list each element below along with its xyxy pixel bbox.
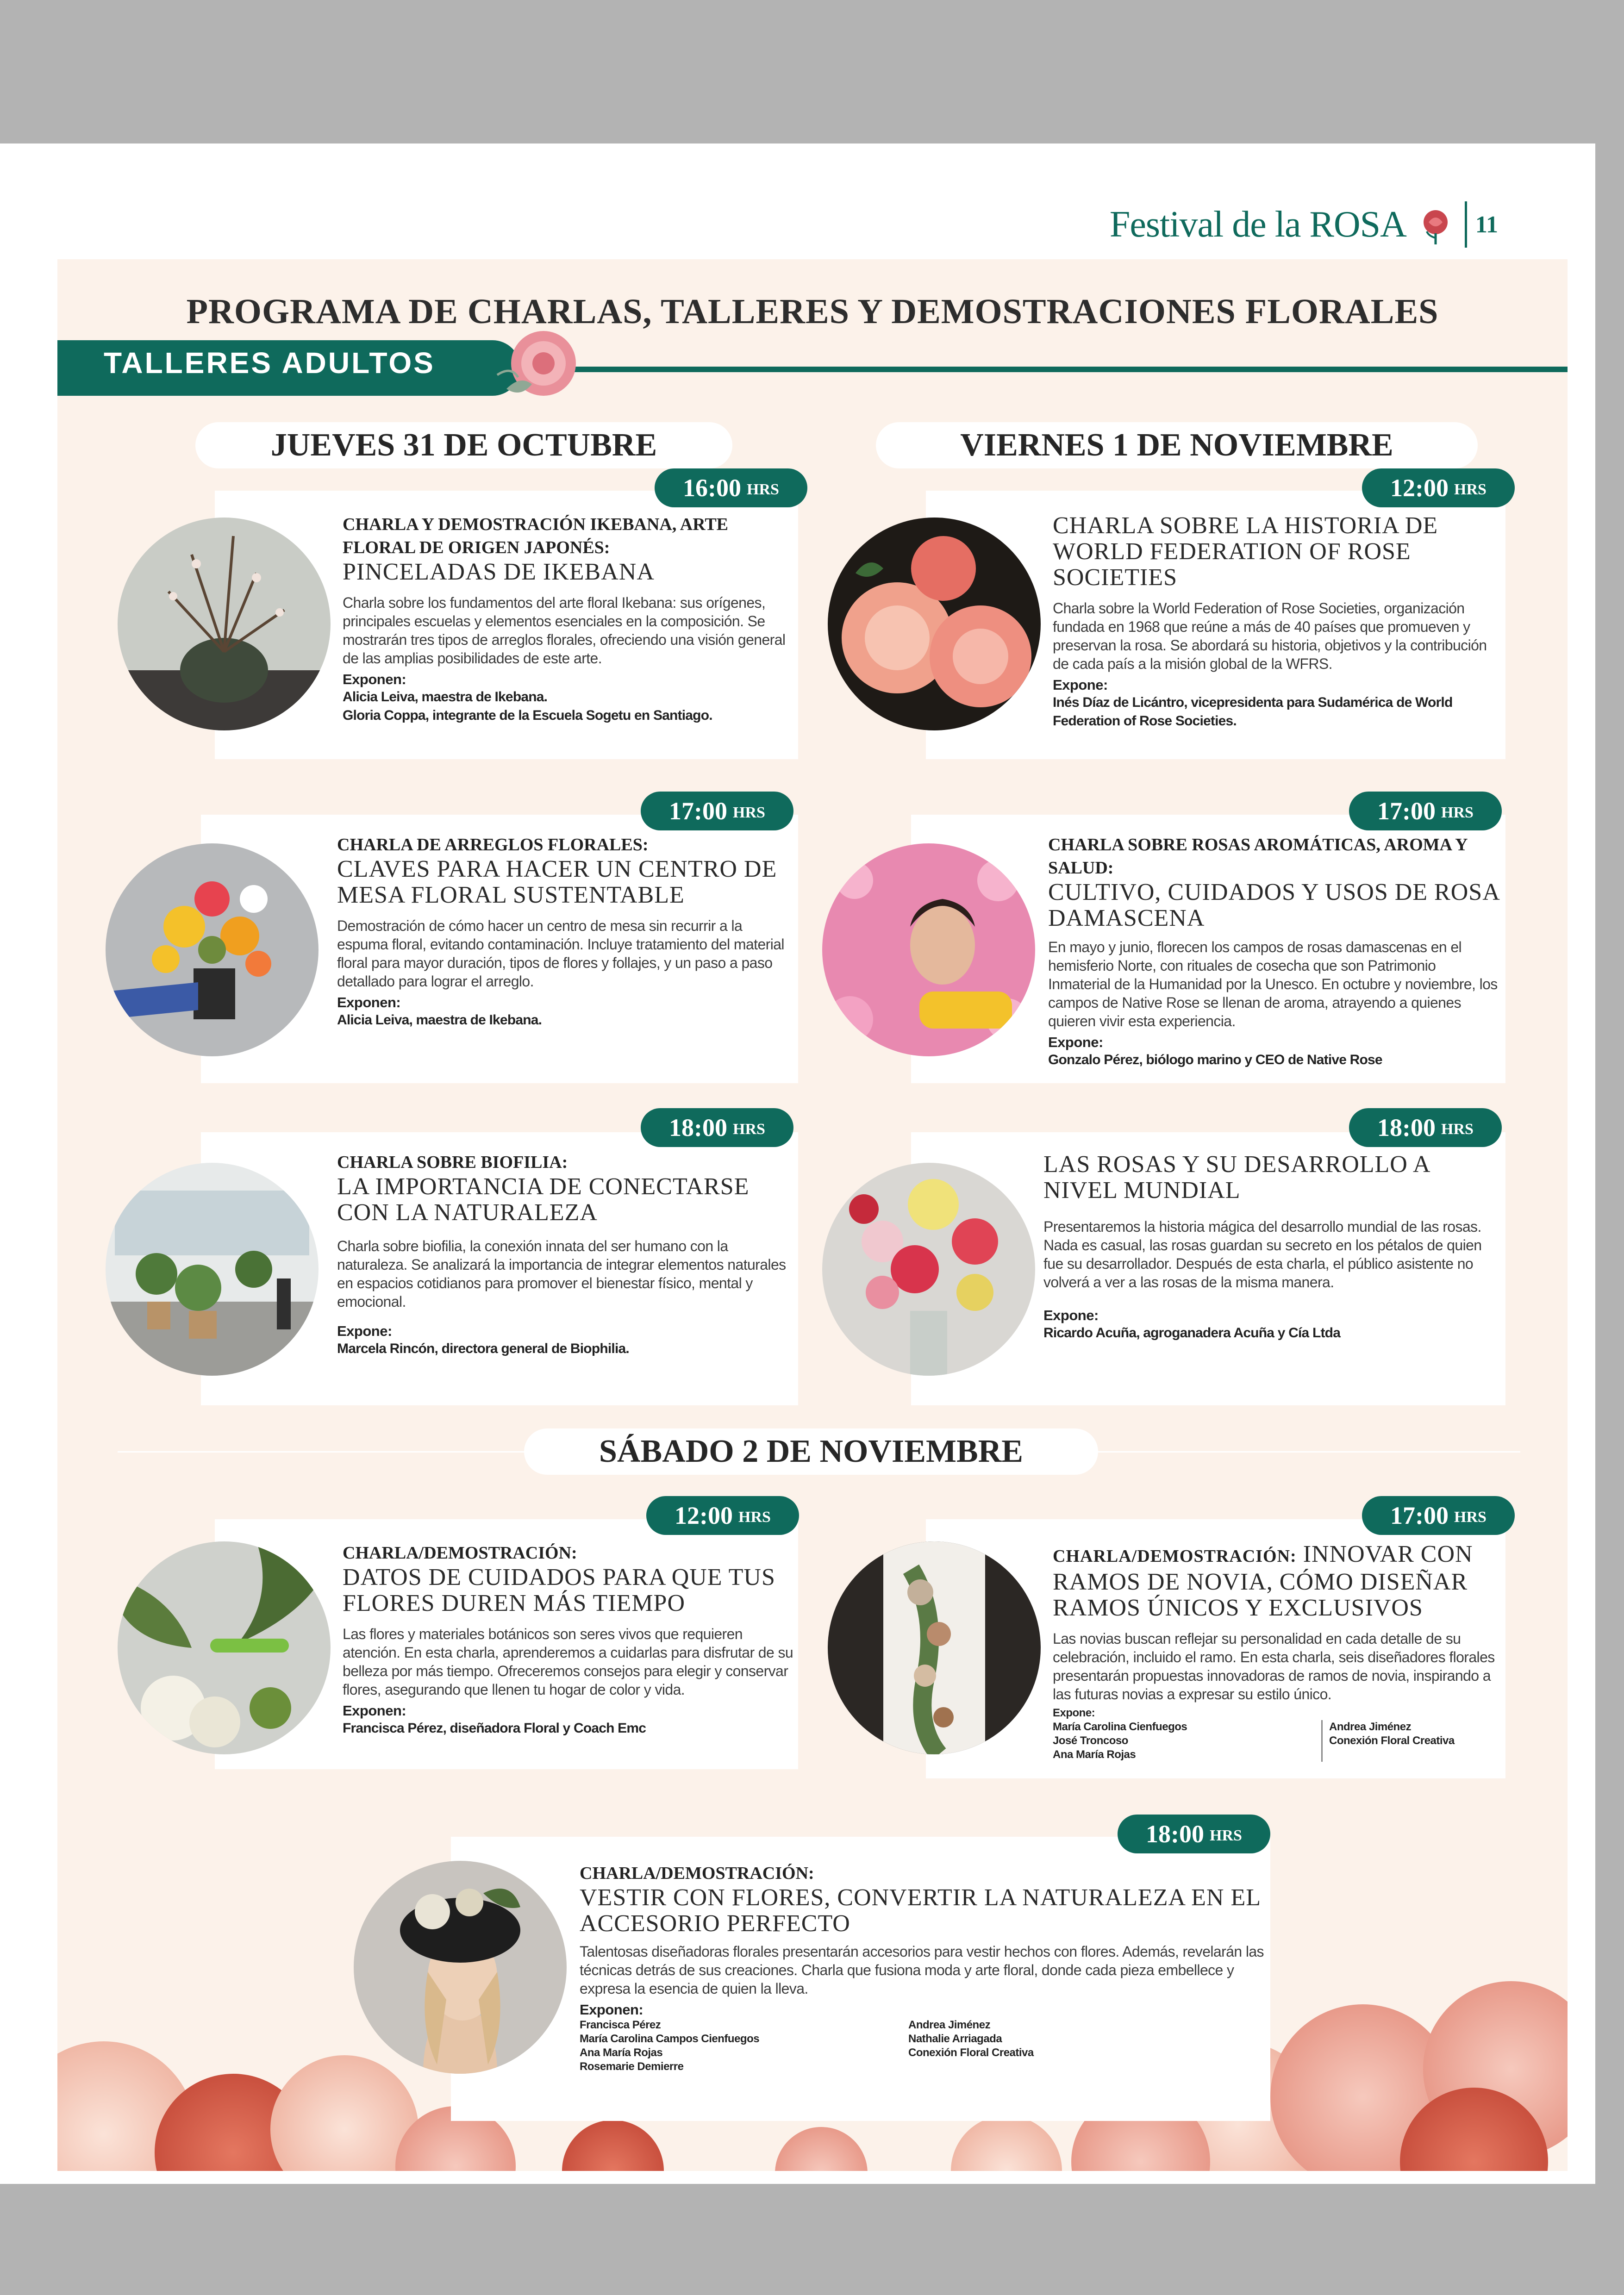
speakers-columns — [580, 2018, 1265, 2074]
session-description: Charla sobre biofilia, la conexión innata del ser humano con la naturaleza. Se analizará la importancia de integrar elementos naturales en espacios cotidianos para promover el bienestar físico, mental y emocional. — [337, 1238, 786, 1310]
session-kicker: CHARLA DE ARREGLOS FLORALES: — [337, 835, 649, 854]
session-body — [1043, 1152, 1502, 1342]
session-title: DATOS DE CUIDADOS PARA QUE TUS FLORES DUREN MÁS TIEMPO — [343, 1564, 775, 1616]
speaker: Conexión Floral Creativa — [1329, 1734, 1455, 1747]
session-body — [343, 1541, 796, 1738]
speaker: Alicia Leiva, maestra de Ikebana. — [337, 1012, 542, 1028]
time-badge: 16:00 HRS — [655, 468, 807, 507]
session-photo — [118, 1541, 331, 1754]
session-kicker: CHARLA Y DEMOSTRACIÓN IKEBANA, ARTE FLORAL DE ORIGEN JAPONÉS: — [343, 515, 729, 557]
brand-header — [1110, 197, 1498, 252]
pink-roses-photo-icon — [828, 518, 1041, 730]
time-badge: 17:00 HRS — [1362, 1496, 1515, 1535]
speaker: Ricardo Acuña, agroganadera Acuña y Cía Ltda — [1043, 1325, 1341, 1341]
session-kicker: CHARLA/DEMOSTRACIÓN: — [343, 1543, 577, 1563]
speakers-right — [1321, 1720, 1455, 1762]
speaker: Inés Díaz de Licántro, vicepresidenta para Sudamérica de World Federation of Rose Societies. — [1053, 695, 1453, 729]
ikebana-photo-icon — [118, 518, 331, 730]
section-rule — [530, 367, 1568, 372]
time-badge: 18:00 HRS — [1349, 1108, 1502, 1147]
session-photo — [106, 1163, 319, 1376]
speakers-right — [908, 2018, 1034, 2074]
speaker: Ana María Rojas — [580, 2046, 663, 2059]
day-heading-thursday: JUEVES 31 DE OCTUBRE — [195, 422, 732, 468]
speaker: María Carolina Campos Cienfuegos — [580, 2033, 760, 2045]
session-photo — [828, 518, 1041, 730]
session-body — [580, 1862, 1265, 2074]
speaker: Conexión Floral Creativa — [908, 2046, 1034, 2059]
session-title: LA IMPORTANCIA DE CONECTARSE CON LA NATURALEZA — [337, 1173, 750, 1226]
session-kicker: CHARLA SOBRE ROSAS AROMÁTICAS, AROMA Y SALUD: — [1048, 835, 1468, 878]
speaker: Marcela Rincón, directora general de Biophilia. — [337, 1341, 629, 1356]
speaker: Francisca Pérez — [580, 2019, 661, 2031]
session-description: Talentosas diseñadoras florales presentarán accesorios para vestir hechos con flores. Además, revelarán las técnicas detrás de sus creaciones. Charla que fusiona moda y arte floral, donde cada pieza embellece y expresa la esencia de quien la lleva. — [580, 1943, 1264, 1997]
program-title: PROGRAMA DE CHARLAS, TALLERES Y DEMOSTRACIONES FLORALES — [186, 292, 1439, 331]
speaker: José Troncoso — [1053, 1734, 1128, 1747]
session-kicker: CHARLA/DEMOSTRACIÓN: — [1053, 1547, 1297, 1566]
speaker: Gloria Coppa, integrante de la Escuela Sogetu en Santiago. — [343, 708, 712, 723]
magazine-page — [0, 143, 1595, 2184]
session-title: CHARLA SOBRE LA HISTORIA DE WORLD FEDERATION OF ROSE SOCIETIES — [1053, 512, 1438, 591]
session-body — [337, 1151, 791, 1358]
speakers-left — [1053, 1720, 1303, 1762]
session-title: LAS ROSAS Y SU DESARROLLO A NIVEL MUNDIAL — [1043, 1151, 1430, 1204]
session-photo — [822, 843, 1035, 1056]
speakers-columns — [1053, 1720, 1506, 1762]
session-description: Charla sobre la World Federation of Rose Societies, organización fundada en 1968 que reúne a más de 40 países que promueven y preservan la rosa. Se abordará su historia, objetivos y la contribución de cada país a la misión global de la WFRS. — [1053, 600, 1487, 672]
speaker: Rosemarie Demierre — [580, 2060, 684, 2073]
page-number: 11 — [1475, 211, 1498, 238]
section-label: TALLERES ADULTOS — [104, 346, 435, 380]
session-kicker: CHARLA/DEMOSTRACIÓN: — [580, 1864, 814, 1883]
speakers-label: Exponen: — [337, 994, 401, 1010]
session-photo — [354, 1861, 567, 2074]
session-description: Las flores y materiales botánicos son seres vivos que requieren atención. En esta charla, aprenderemos a cuidarlas para disfrutar de su belleza por más tiempo. Ofreceremos consejos para elegir y conservar flores, asegurando que llenen tu hogar de color y vida. — [343, 1626, 793, 1698]
session-body — [343, 513, 787, 725]
speaker: Andrea Jiménez — [1329, 1721, 1412, 1733]
brand-name: Festival de la ROSA — [1109, 204, 1406, 245]
session-body — [1048, 833, 1502, 1069]
session-body — [1053, 1541, 1506, 1762]
session-description: Demostración de cómo hacer un centro de mesa sin recurrir a la espuma floral, evitando contaminación. Incluye tratamiento del material floral para mayor duración, tipos de flores y follajes, y un paso a paso detallado para lograr el arreglo. — [337, 917, 784, 990]
time-badge: 17:00 HRS — [1349, 792, 1502, 830]
speaker: Gonzalo Pérez, biólogo marino y CEO de Native Rose — [1048, 1052, 1382, 1067]
speaker: Francisca Pérez, diseñadora Floral y Coach Emc — [343, 1721, 646, 1736]
divider-line — [1076, 1451, 1520, 1453]
speaker: Nathalie Arriagada — [908, 2033, 1002, 2045]
speakers-label: Expone: — [337, 1323, 392, 1339]
speakers-label: Expone: — [1053, 677, 1108, 693]
speakers-left — [580, 2018, 857, 2074]
session-body — [1053, 513, 1497, 730]
bouquet-photo-icon — [106, 843, 319, 1056]
flower-care-photo-icon — [118, 1541, 331, 1754]
session-description: Presentaremos la historia mágica del desarrollo mundial de las rosas. Nada es casual, las rosas guardan su secreto en los pétalos de quien fue su desarrollador. Después de esta charla, el público asistente no volverá a ver a las rosas de la misma manera. — [1043, 1218, 1482, 1291]
rose-decoration-icon — [488, 319, 590, 412]
session-description: Charla sobre los fundamentos del arte floral Ikebana: sus orígenes, principales escuelas y elementos esenciales en la composición. Se mostrarán tres tipos de arreglos florales, ofreciendo una visión general de las amplias posibilidades de este arte. — [343, 594, 786, 667]
speaker: Andrea Jiménez — [908, 2019, 991, 2031]
speakers-label: Exponen: — [343, 671, 406, 687]
bridal-bouquet-photo-icon — [828, 1541, 1041, 1754]
day-heading-saturday: SÁBADO 2 DE NOVIEMBRE — [524, 1428, 1098, 1475]
speakers-label: Expone: — [1043, 1307, 1099, 1323]
time-badge: 12:00 HRS — [646, 1496, 799, 1535]
program-panel — [57, 259, 1568, 2171]
session-title: CLAVES PARA HACER UN CENTRO DE MESA FLORAL SUSTENTABLE — [337, 856, 777, 908]
speakers-label: Expone: — [1048, 1034, 1103, 1050]
session-title: PINCELADAS DE IKEBANA — [343, 559, 655, 585]
speaker: Ana María Rojas — [1053, 1748, 1136, 1761]
rose-logo-icon — [1415, 204, 1456, 245]
speaker: María Carolina Cienfuegos — [1053, 1721, 1187, 1733]
time-badge: 18:00 HRS — [1118, 1815, 1270, 1853]
brand-separator — [1465, 201, 1467, 248]
office-plants-photo-icon — [106, 1163, 319, 1376]
session-photo — [822, 1163, 1035, 1376]
divider-line — [118, 1451, 581, 1453]
speakers-label: Exponen: — [580, 2002, 643, 2018]
session-description: En mayo y junio, florecen los campos de rosas damascenas en el hemisferio Norte, con rituales de cosecha que son Patrimonio Inmaterial de la Humanidad por la Unesco. En octubre y noviembre, los campos de Native Rose se llenan de aroma, atrayendo a quienes quieren vivir esta experiencia. — [1048, 939, 1498, 1029]
session-photo — [118, 518, 331, 730]
speaker: Alicia Leiva, maestra de Ikebana. — [343, 689, 548, 705]
session-photo — [106, 843, 319, 1056]
session-title: INNOVAR CON RAMOS DE NOVIA, CÓMO DISEÑAR RAMOS ÚNICOS Y EXCLUSIVOS — [1053, 1541, 1473, 1621]
rose-vase-photo-icon — [822, 1163, 1035, 1376]
day-heading-friday: VIERNES 1 DE NOVIEMBRE — [876, 422, 1478, 468]
session-title: CULTIVO, CUIDADOS Y USOS DE ROSA DAMASCENA — [1048, 879, 1499, 931]
session-body — [337, 833, 791, 1029]
session-title: VESTIR CON FLORES, CONVERTIR LA NATURALEZA EN EL ACCESORIO PERFECTO — [580, 1884, 1261, 1937]
time-badge: 18:00 HRS — [641, 1108, 793, 1147]
time-badge: 12:00 HRS — [1362, 468, 1515, 507]
session-kicker: CHARLA SOBRE BIOFILIA: — [337, 1153, 568, 1172]
time-badge: 17:00 HRS — [641, 792, 793, 830]
rose-petals-photo-icon — [822, 843, 1035, 1056]
speakers-label: Expone: — [1053, 1707, 1095, 1719]
speakers-label: Exponen: — [343, 1703, 406, 1719]
session-description: Las novias buscan reflejar su personalidad en cada detalle de su celebración, incluido el ramo. En esta charla, seis diseñadores florales presentarán propuestas innovadoras de ramos de novia, inspirando a las futuras novias a expresar su estilo único. — [1053, 1630, 1495, 1703]
floral-hat-portrait-photo-icon — [354, 1861, 567, 2074]
session-photo — [828, 1541, 1041, 1754]
